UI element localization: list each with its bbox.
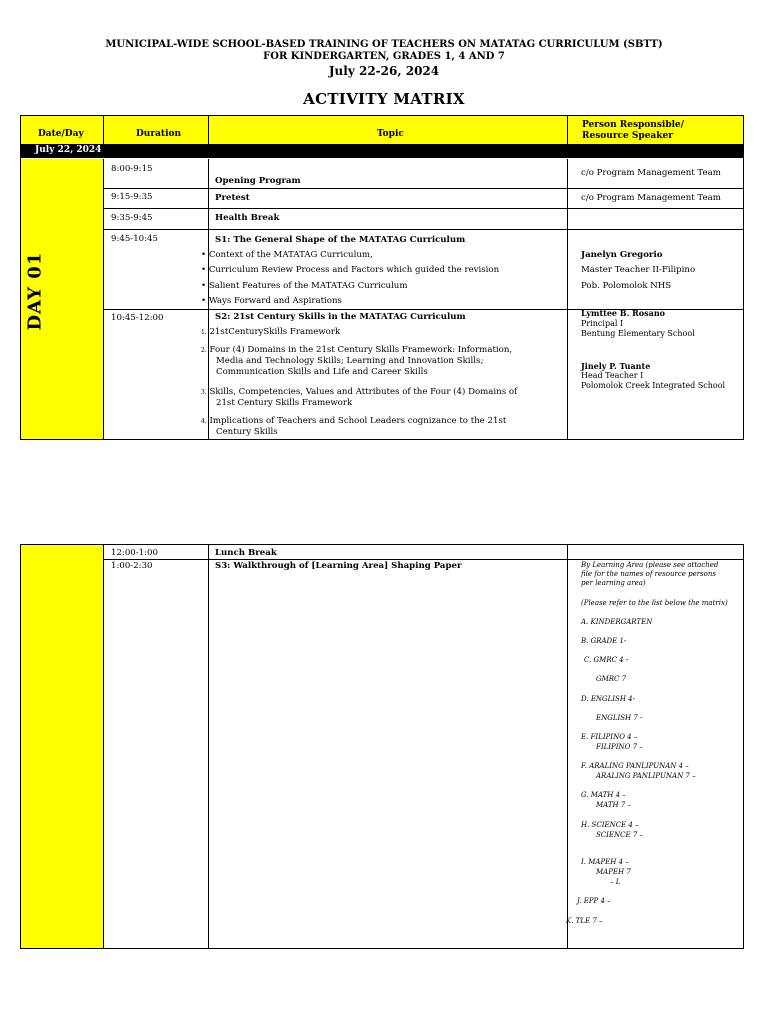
s1-bullet-1: • Context of the MATATAG Curriculum, <box>201 250 373 260</box>
area-gmrc-4: C. GMRC 4 - <box>584 656 629 664</box>
s2-item-4 <box>201 416 506 427</box>
area-english-7: ENGLISH 7 - <box>596 714 643 722</box>
s1-speaker-school: Pob. Polomolok NHS <box>581 281 672 291</box>
s2-item-3 <box>201 387 517 398</box>
area-filipino-4: E. FILIPINO 4 – <box>581 733 638 741</box>
col-header-date: Date/Day <box>38 129 84 139</box>
col-header-person-1: Person Responsible/ <box>582 120 685 130</box>
s2-speaker-1-name: Lymttee B. Rosano <box>581 308 665 318</box>
area-mapeh-7: MAPEH 7 <box>596 868 631 876</box>
area-english-4: D. ENGLISH 4- <box>581 695 635 703</box>
s2-item-2 <box>201 345 512 356</box>
s1-bullet-3: • Salient Features of the MATATAG Curriculum <box>201 281 408 291</box>
s2-item-4b: Century Skills <box>216 427 278 437</box>
s2-speaker-1-position: Principal I <box>581 319 624 328</box>
s2-item-4-text: Implications of Teachers and School Leaders cognizance to the 21st <box>209 416 507 426</box>
area-mapeh-4: I. MAPEH 4 – <box>581 858 629 866</box>
header-line-1: MUNICIPAL-WIDE SCHOOL-BASED TRAINING OF TEACHERS ON MATATAG CURRICULUM (SBTT) <box>105 39 663 50</box>
area-science-7: SCIENCE 7 – <box>596 831 644 839</box>
header-line-2: FOR KINDERGARTEN, GRADES 1, 4 AND 7 <box>263 51 505 62</box>
s1-bullet-4-text: Ways Forward and Aspirations <box>208 296 342 306</box>
area-science-4: H. SCIENCE 4 – <box>581 821 639 829</box>
topic-opening: Opening Program <box>215 176 301 186</box>
s2-speaker-2-school: Polomolok Creek Integrated School <box>581 381 726 390</box>
topic-s2: S2: 21st Century Skills in the MATATAG Curriculum <box>215 312 466 322</box>
topic-pretest: Pretest <box>215 193 250 203</box>
area-kindergarten: A. KINDERGARTEN <box>581 618 653 626</box>
page-title: ACTIVITY MATRIX <box>303 90 465 108</box>
time-pretest: 9:15-9:35 <box>111 192 153 202</box>
s1-bullet-2-text: Curriculum Review Process and Factors which guided the revision <box>208 265 500 275</box>
topic-s1: S1: The General Shape of the MATATAG Curriculum <box>215 235 466 245</box>
area-ap-7: ARALING PANLIPUNAN 7 – <box>596 772 696 780</box>
s2-item-2-num: 2. <box>201 347 207 354</box>
area-mapeh-l: – L <box>610 878 621 886</box>
time-s3: 1:00-2:30 <box>111 561 153 571</box>
s3-note-2: file for the names of resource persons <box>581 570 716 578</box>
person-pretest: c/o Program Management Team <box>581 193 721 203</box>
s2-item-4-num: 4. <box>201 418 207 425</box>
s2-speaker-1-school: Bentung Elementary School <box>581 329 695 338</box>
time-lunch: 12:00-1:00 <box>111 548 158 558</box>
s2-item-1 <box>201 327 340 338</box>
s2-item-3-text: Skills, Competencies, Values and Attributes of the Four (4) Domains of <box>209 387 518 397</box>
date-row <box>21 144 743 158</box>
time-opening: 8:00-9:15 <box>111 164 153 174</box>
area-ap-4: F. ARALING PANLIPUNAN 4 – <box>581 762 689 770</box>
topic-health-break: Health Break <box>215 213 280 223</box>
s3-note-1: By Learning Area (please see attached <box>581 561 719 569</box>
s1-bullet-3-text: Salient Features of the MATATAG Curriculum <box>208 281 408 291</box>
s2-item-1-num: 1. <box>201 329 207 336</box>
s1-speaker-name: Janelyn Gregorio <box>581 250 663 260</box>
topic-s3: S3: Walkthrough of [Learning Area] Shaping Paper <box>215 561 462 571</box>
s2-item-3b: 21st Century Skills Framework <box>216 398 353 408</box>
time-s1: 9:45-10:45 <box>111 234 158 244</box>
col-header-duration: Duration <box>136 129 182 139</box>
s2-item-3-num: 3. <box>201 389 207 396</box>
col-header-topic: Topic <box>377 129 404 139</box>
area-math-7: MATH 7 – <box>596 801 632 809</box>
s1-speaker-position: Master Teacher II-Filipino <box>581 265 696 275</box>
s2-item-2c: Communication Skills and Life and Career Skills <box>216 367 428 377</box>
date-row-label: July 22, 2024 <box>35 145 102 155</box>
area-grade-1: B. GRADE 1- <box>581 637 627 645</box>
s2-item-2-text: Four (4) Domains in the 21st Century Skills Framework: Information, <box>209 345 513 355</box>
s3-note-3: per learning area) <box>581 579 646 587</box>
day-column-2 <box>21 545 103 948</box>
s2-item-2b: Media and Technology Skills; Learning and Innovation Skills; <box>216 356 484 366</box>
s2-speaker-2-position: Head Teacher I <box>581 371 644 380</box>
day-label: DAY 01 <box>24 251 46 331</box>
area-math-4: G. MATH 4 – <box>581 791 626 799</box>
time-health-break: 9:35-9:45 <box>111 213 153 223</box>
col-header-person-2: Resource Speaker <box>582 131 673 141</box>
s1-bullet-2: • Curriculum Review Process and Factors which guided the revision <box>201 265 500 275</box>
topic-lunch: Lunch Break <box>215 548 277 558</box>
time-s2: 10:45-12:00 <box>111 313 164 323</box>
area-tle-7: K. TLE 7 – <box>566 917 603 925</box>
s1-bullet-4: • Ways Forward and Aspirations <box>201 296 342 306</box>
area-filipino-7: FILIPINO 7 – <box>596 743 643 751</box>
area-epp-4: J. EPP 4 – <box>577 897 611 905</box>
area-gmrc-7: GMRC 7 <box>596 675 627 683</box>
s3-note-4: (Please refer to the list below the matrix) <box>581 599 728 607</box>
s2-item-1-text: 21stCenturySkills Framework <box>209 327 341 337</box>
s1-bullet-1-text: Context of the MATATAG Curriculum, <box>208 250 373 260</box>
s2-speaker-2-name: Jinely P. Tuante <box>581 361 651 371</box>
person-opening: c/o Program Management Team <box>581 168 721 178</box>
header-dates: July 22-26, 2024 <box>328 64 440 78</box>
